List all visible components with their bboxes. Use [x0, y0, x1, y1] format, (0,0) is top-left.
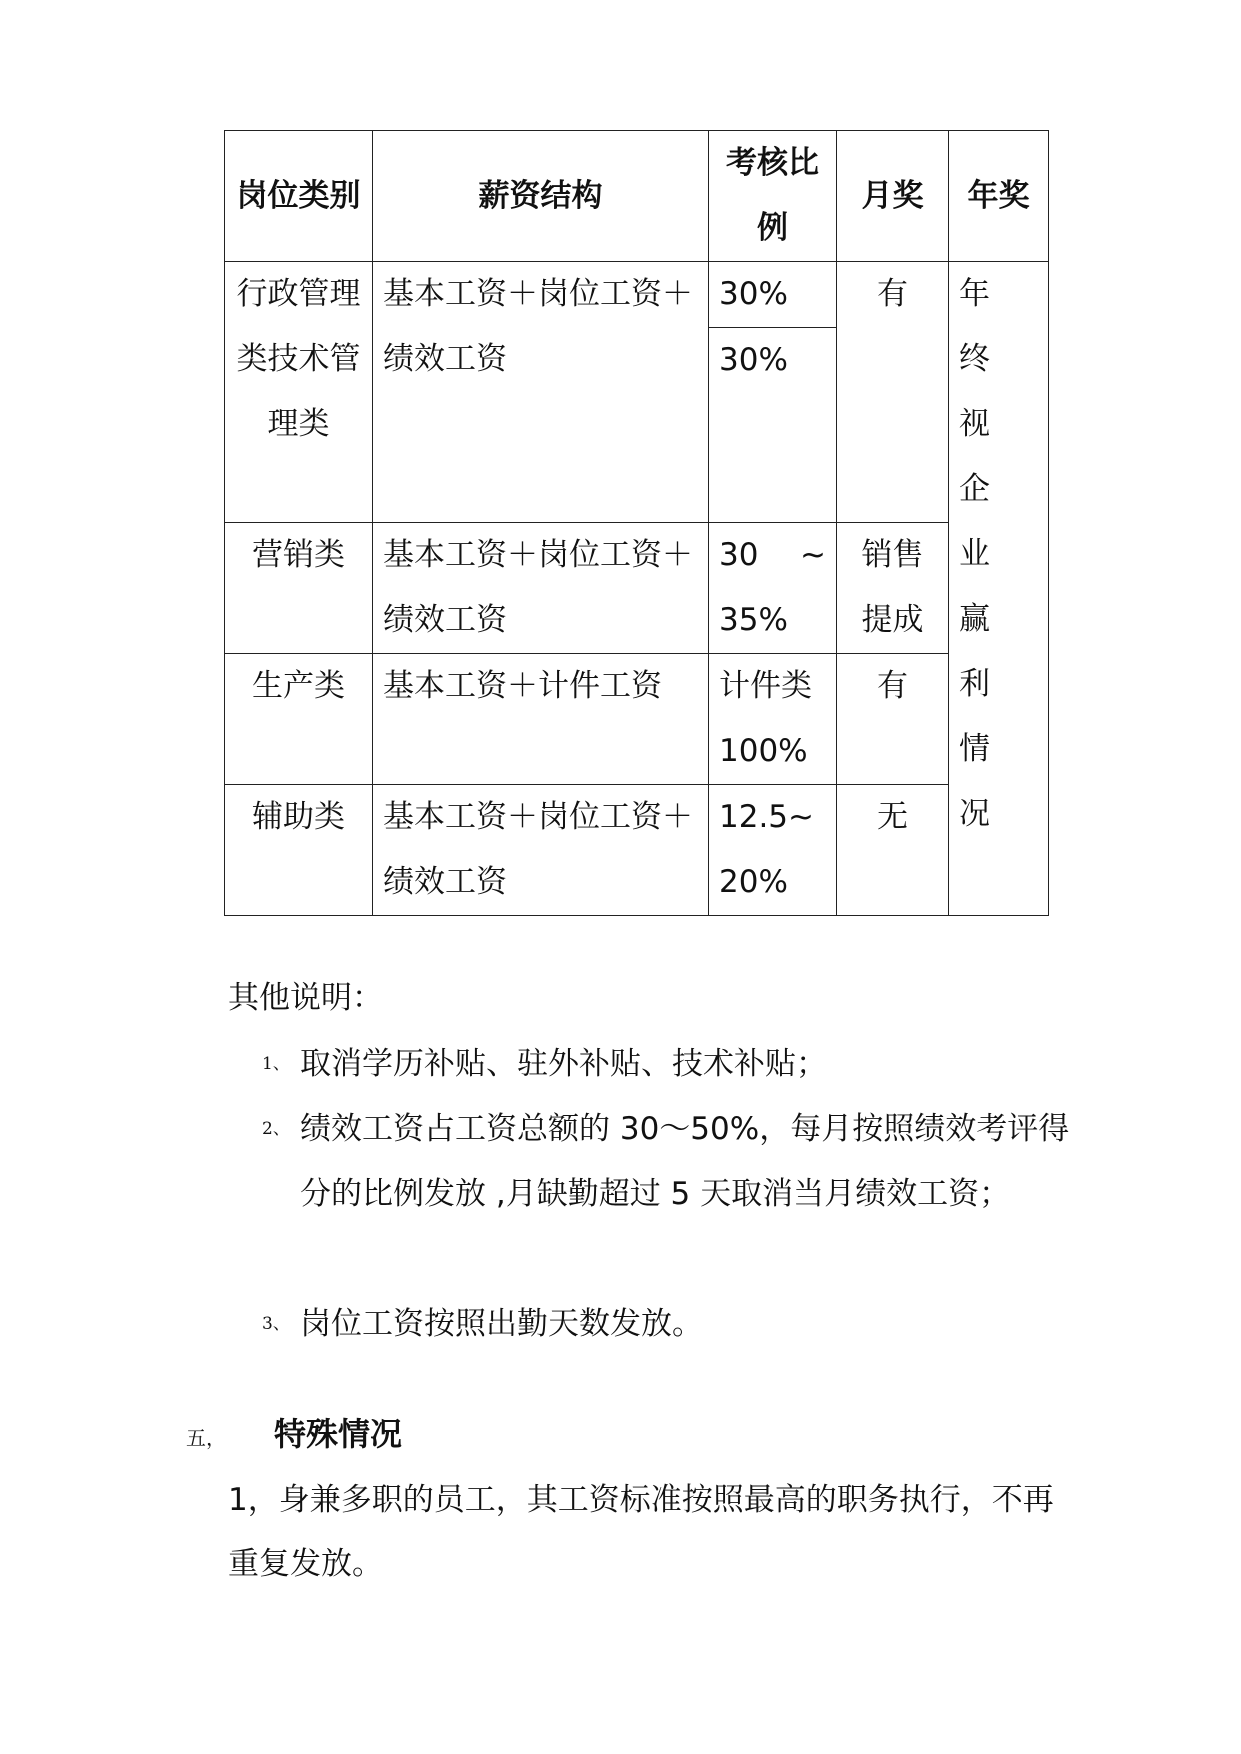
- wage-structure-table: [224, 130, 1049, 916]
- header-annual: 年奖: [949, 131, 1049, 262]
- table-row: [225, 654, 1049, 785]
- section-paragraph: [186, 1468, 1066, 1596]
- ratio-right: ~: [800, 537, 826, 573]
- note-text: 岗位工资按照出勤天数发放。: [300, 1306, 703, 1342]
- note-text: 绩效工资占工资总额的 30～50%，每月按照绩效考评得分的比例发放 ,月缺勤超过 5 天取消当月绩效工资；: [300, 1111, 1070, 1212]
- header-ratio: 考核比例: [709, 131, 837, 262]
- section-title: 特殊情况: [274, 1415, 403, 1453]
- note-number: 2、: [262, 1119, 290, 1139]
- cell-annual: 年终视企业赢利情况: [949, 262, 1049, 916]
- cell-ratio: [709, 262, 837, 523]
- header-monthly: 月奖: [837, 131, 949, 262]
- cell-monthly: 有: [837, 262, 949, 523]
- cell-structure: 基本工资＋岗位工资＋绩效工资: [373, 785, 709, 916]
- cell-ratio: [709, 523, 837, 654]
- cell-structure: 基本工资＋计件工资: [373, 654, 709, 785]
- ratio-line2: 35%: [719, 602, 788, 638]
- table-header-row: [225, 131, 1049, 262]
- header-structure: 薪资结构: [373, 131, 709, 262]
- table-row: [225, 785, 1049, 916]
- cell-monthly: 销售提成: [837, 523, 949, 654]
- note-number: 1、: [262, 1054, 290, 1074]
- cell-ratio: 12.5~20%: [709, 785, 837, 916]
- section-number: 五，: [186, 1426, 226, 1450]
- cell-category: 行政管理类技术管理类: [225, 262, 373, 523]
- cell-structure: 基本工资＋岗位工资＋绩效工资: [373, 262, 709, 523]
- cell-category: 生产类: [225, 654, 373, 785]
- ratio-line1: [719, 523, 826, 588]
- cell-monthly: 有: [837, 654, 949, 785]
- ratio-left: 30: [719, 537, 759, 573]
- notes-title: 其他说明：: [228, 980, 383, 1016]
- note-text: 取消学历补贴、驻外补贴、技术补贴；: [300, 1046, 827, 1082]
- cell-category: 辅助类: [225, 785, 373, 916]
- cell-structure: 基本工资＋岗位工资＋绩效工资: [373, 523, 709, 654]
- cell-monthly: 无: [837, 785, 949, 916]
- table-row: [225, 262, 1049, 523]
- paragraph-text: 1，身兼多职的员工，其工资标准按照最高的职务执行，不再重复发放。: [228, 1482, 1054, 1582]
- cell-category: 营销类: [225, 523, 373, 654]
- section-heading: [186, 1404, 402, 1468]
- ratio-value-a: 30%: [719, 276, 788, 312]
- note-number: 3、: [262, 1314, 290, 1334]
- header-category: 岗位类别: [225, 131, 373, 262]
- cell-ratio: 计件类100%: [709, 654, 837, 785]
- table-row: [225, 523, 1049, 654]
- ratio-value-b: 30%: [709, 327, 836, 393]
